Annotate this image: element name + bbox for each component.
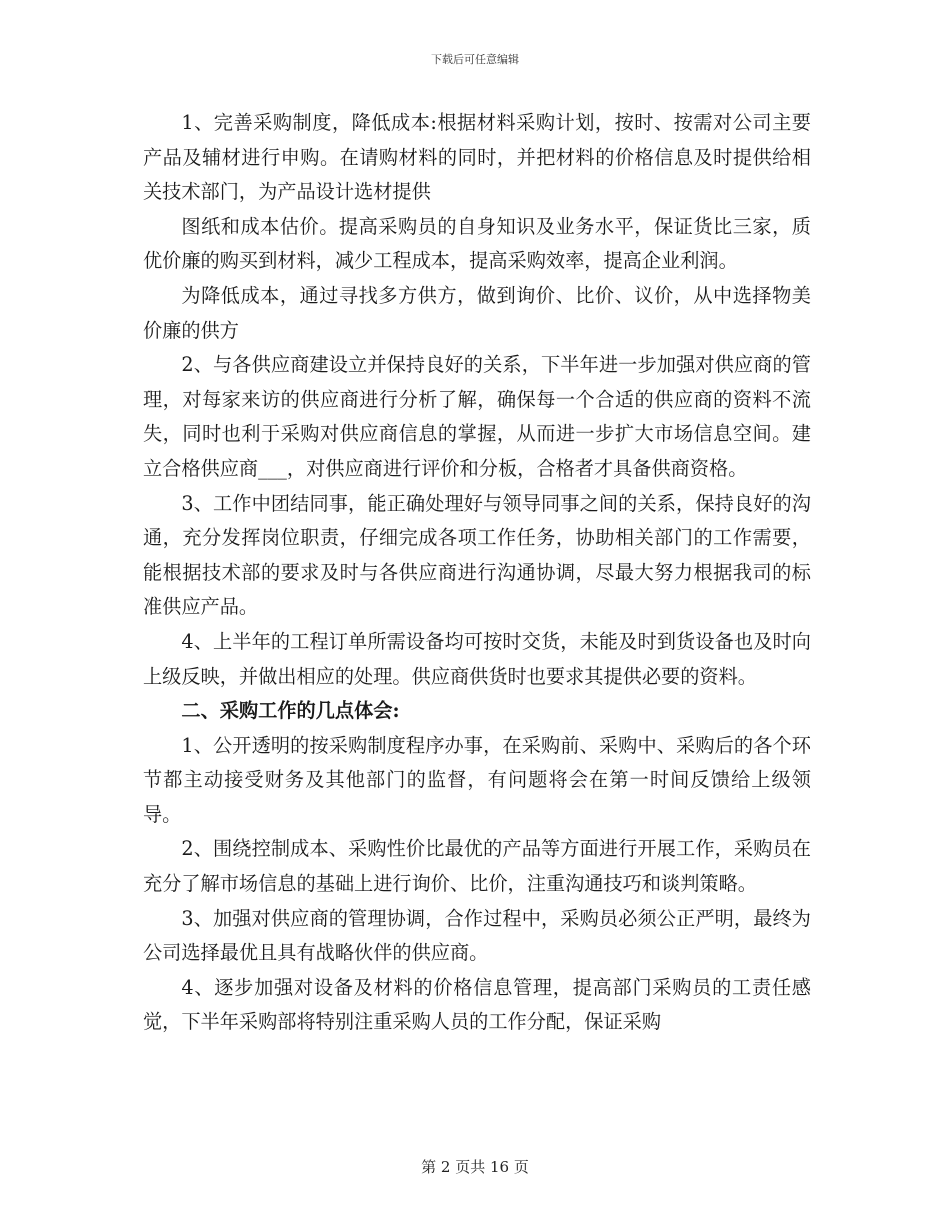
paragraph-6: 4、上半年的工程订单所需设备均可按时交货，未能及时到货设备也及时向上级反映，并做出相应的处理。供应商供货时也要求其提供必要的资料。 [143, 629, 811, 688]
paragraph-2: 图纸和成本估价。提高采购员的自身知识及业务水平，保证货比三家，质优价廉的购买到材料，减少工程成本，提高采购效率，提高企业利润。 [143, 214, 811, 273]
page-header-note: 下载后可任意编辑 [431, 53, 519, 66]
section-paragraph-4: 4、逐步加强对设备及材料的价格信息管理，提高部门采购员的工责任感觉，下半年采购部将特别注重采购人员的工作分配，保证采购 [143, 975, 811, 1034]
section-paragraph-3: 3、加强对供应商的管理协调，合作过程中，采购员必须公正严明，最终为公司选择最优且具有战略伙伴的供应商。 [143, 906, 811, 965]
paragraph-5: 3、工作中团结同事，能正确处理好与领导同事之间的关系，保持良好的沟通，充分发挥岗位职责，仔细完成各项工作任务，协助相关部门的工作需要，能根据技术部的要求及时与各供应商进行沟通协调，尽最大努力根据我司的标准供应产品。 [143, 491, 811, 619]
paragraph-4: 2、与各供应商建设立并保持良好的关系，下半年进一步加强对供应商的管理，对每家来访的供应商进行分析了解，确保每一个合适的供应商的资料不流失，同时也利于采购对供应商信息的掌握，从而进一步扩大市场信息空间。建立合格供应商___，对供应商进行评价和分板，合格者才具备供商资格。 [143, 353, 811, 480]
section-heading: 二、采购工作的几点体会: [181, 699, 400, 723]
section-paragraph-2: 2、围绕控制成本、采购性价比最优的产品等方面进行开展工作，采购员在充分了解市场信息的基础上进行询价、比价，注重沟通技巧和谈判策略。 [143, 837, 811, 896]
section-paragraph-1: 1、公开透明的按采购制度程序办事，在采购前、采购中、采购后的各个环节都主动接受财务及其他部门的监督，有问题将会在第一时间反馈给上级领导。 [143, 733, 811, 826]
paragraph-1: 1、完善采购制度，降低成本:根据材料采购计划，按时、按需对公司主要产品及辅材进行申购。在请购材料的同时，并把材料的价格信息及时提供给相关技术部门，为产品设计选材提供 [143, 111, 811, 204]
paragraph-3: 为降低成本，通过寻找多方供方，做到询价、比价、议价，从中选择物美价廉的供方 [143, 283, 811, 342]
page-footer-number: 第 2 页共 16 页 [421, 1158, 529, 1176]
document-body [143, 106, 811, 1040]
